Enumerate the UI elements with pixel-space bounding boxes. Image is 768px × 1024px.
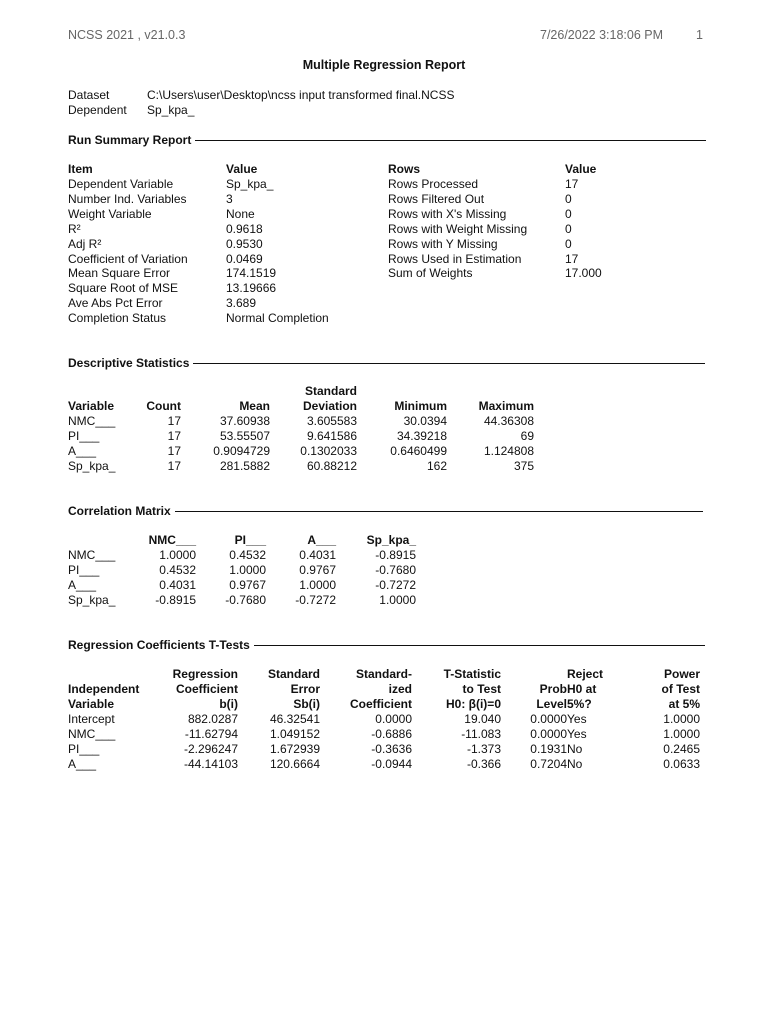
table-cell: 162 — [426, 459, 447, 473]
column-header: Error — [290, 682, 320, 696]
table-cell: 9.641586 — [306, 429, 357, 443]
item-label: Coefficient of Variation — [68, 251, 188, 266]
table-row — [68, 177, 376, 192]
table-row — [68, 742, 700, 757]
section-rule — [175, 511, 703, 512]
row-label: PI___ — [68, 563, 100, 577]
table-cell: -0.7272 — [295, 593, 336, 607]
table-cell: No — [567, 757, 583, 771]
column-header: Sp_kpa_ — [366, 533, 416, 547]
table-cell: 3.605583 — [306, 414, 357, 428]
item-label: Weight Variable — [68, 206, 152, 221]
regression-head — [68, 667, 700, 712]
correlation-table — [68, 533, 416, 608]
table-cell: 69 — [520, 429, 534, 443]
column-header — [357, 384, 447, 399]
column-header: Maximum — [478, 399, 534, 413]
column-header — [447, 384, 534, 399]
item-label: Rows with Weight Missing — [388, 221, 528, 236]
table-cell: 1.0000 — [663, 712, 700, 726]
table-row — [388, 207, 645, 222]
table-cell: -0.7272 — [375, 578, 416, 592]
column-header: Minimum — [394, 399, 447, 413]
item-value: 174.1519 — [226, 266, 277, 281]
run-summary-section-header — [68, 132, 706, 148]
table-row — [68, 563, 416, 578]
column-header: T-Statistic — [443, 667, 501, 681]
table-cell: -11.083 — [461, 727, 501, 741]
item-label: Completion Status — [68, 311, 167, 326]
table-row — [68, 444, 534, 459]
table-cell: 1.0000 — [379, 593, 416, 607]
table-cell: 17 — [167, 444, 181, 458]
column-header: 5%? — [567, 697, 592, 711]
regression-section-header — [68, 637, 705, 653]
dependent-label: Dependent — [68, 103, 127, 117]
table-cell: -0.3636 — [371, 742, 412, 756]
table-cell: 0.4031 — [299, 548, 336, 562]
item-label: Square Root of MSE — [68, 281, 179, 296]
row-label: Intercept — [68, 712, 115, 726]
item-value: Sp_kpa_ — [226, 177, 274, 191]
table-cell: 0.9767 — [299, 563, 336, 577]
table-cell: 0.2465 — [663, 742, 700, 756]
item-label: Rows Filtered Out — [388, 191, 485, 206]
table-cell: 0.9767 — [229, 578, 266, 592]
item-label: Rows Used in Estimation — [388, 251, 522, 266]
column-header: NMC___ — [148, 533, 196, 547]
column-header: to Test — [462, 682, 501, 696]
table-cell: 0.0000 — [375, 712, 412, 726]
table-cell: 17 — [167, 414, 181, 428]
table-cell: -0.7680 — [375, 563, 416, 577]
column-header — [501, 667, 567, 682]
item-label: Sum of Weights — [388, 266, 473, 281]
column-header: Standard — [267, 667, 320, 681]
table-cell: -11.62794 — [184, 727, 238, 741]
table-row — [68, 414, 534, 429]
column-header: Coefficient — [175, 682, 238, 696]
table-cell: 44.36308 — [483, 414, 534, 428]
table-cell: 375 — [513, 459, 534, 473]
item-label: Mean Square Error — [68, 266, 171, 281]
table-cell: 1.0000 — [159, 548, 196, 562]
row-label: NMC___ — [68, 414, 116, 428]
table-row — [68, 429, 534, 444]
table-cell: 60.88212 — [306, 459, 357, 473]
table-cell: 53.55507 — [219, 429, 270, 443]
row-label: A___ — [68, 578, 97, 592]
item-label: Rows Processed — [388, 177, 479, 191]
table-row — [68, 222, 376, 237]
column-header — [68, 667, 142, 682]
run-summary-right-table — [388, 162, 645, 281]
table-row — [388, 252, 645, 267]
table-cell: 882.0287 — [187, 712, 238, 726]
item-value: 13.19666 — [226, 281, 277, 296]
correlation-body — [68, 548, 416, 608]
column-header: Deviation — [302, 399, 357, 413]
table-cell: 1.124808 — [483, 444, 534, 458]
table-cell: 0.0000 — [530, 727, 567, 741]
descriptive-table — [68, 384, 534, 474]
table-cell: -0.0944 — [371, 757, 412, 771]
header-row — [68, 682, 700, 697]
table-cell: Yes — [567, 727, 587, 741]
row-label: NMC___ — [68, 548, 116, 562]
section-rule — [254, 645, 705, 646]
column-header: Independent — [68, 682, 140, 696]
column-header: Level — [536, 697, 567, 711]
row-label: PI___ — [68, 742, 100, 756]
item-label: Rows with X's Missing — [388, 206, 507, 221]
item-label: Number Ind. Variables — [68, 191, 187, 206]
column-header: Count — [146, 399, 181, 413]
column-header: PI___ — [234, 533, 266, 547]
column-header: Standard- — [355, 667, 412, 681]
item-value: Normal Completion — [226, 311, 329, 326]
table-cell: 0.7204 — [530, 757, 567, 771]
row-label: A___ — [68, 757, 97, 771]
dataset-path: C:\Users\user\Desktop\ncss input transformed final.NCSS — [147, 88, 455, 102]
table-cell: 0.4532 — [229, 548, 266, 562]
table-cell: 1.0000 — [299, 578, 336, 592]
table-row — [68, 459, 534, 474]
table-row — [68, 252, 376, 267]
table-cell: 19.040 — [464, 712, 501, 726]
table-row — [68, 548, 416, 563]
header-row — [68, 384, 534, 399]
regression-title: Regression Coefficients T-Tests — [68, 638, 250, 652]
header-row — [68, 533, 416, 548]
table-cell: 1.049152 — [269, 727, 320, 741]
table-cell: 0.1931 — [530, 742, 567, 756]
column-header — [126, 384, 181, 399]
column-header: Mean — [239, 399, 270, 413]
item-label: Adj R² — [68, 236, 102, 251]
item-value: 0.0469 — [226, 251, 263, 266]
table-cell: -2.296247 — [183, 742, 238, 756]
table-cell: 1.0000 — [663, 727, 700, 741]
header-row — [68, 697, 700, 712]
table-cell: 0.9094729 — [213, 444, 270, 458]
item-value: 0 — [565, 221, 572, 236]
column-header: Variable — [68, 697, 115, 711]
column-header: Variable — [68, 399, 115, 413]
descriptive-body — [68, 414, 534, 474]
table-cell: -0.6886 — [371, 727, 412, 741]
column-header: Item — [68, 162, 93, 176]
header-row — [68, 667, 700, 682]
table-cell: -0.7680 — [225, 593, 266, 607]
table-cell: No — [567, 742, 583, 756]
report-title: Multiple Regression Report — [302, 58, 466, 72]
dependent-value: Sp_kpa_ — [147, 103, 195, 117]
item-label: R² — [68, 221, 81, 236]
item-value: 0.9530 — [226, 236, 263, 251]
table-row — [68, 296, 376, 311]
table-cell: 0.0633 — [663, 757, 700, 771]
table-cell: 120.6664 — [269, 757, 320, 771]
correlation-title: Correlation Matrix — [68, 504, 171, 518]
page-number: 1 — [696, 28, 703, 42]
table-cell: 37.60938 — [219, 414, 270, 428]
section-rule — [193, 363, 705, 364]
run-summary-title: Run Summary Report — [68, 133, 192, 147]
item-value: 17 — [565, 251, 579, 266]
dataset-label: Dataset — [68, 88, 110, 102]
table-cell: -1.373 — [466, 742, 501, 756]
table-cell: 281.5882 — [219, 459, 270, 473]
table-row — [68, 311, 376, 326]
table-cell: -44.14103 — [183, 757, 238, 771]
item-value: 3 — [226, 191, 233, 206]
table-cell: 1.672939 — [269, 742, 320, 756]
table-row — [388, 237, 645, 252]
table-cell: 34.39218 — [396, 429, 447, 443]
column-header: Standard — [304, 384, 357, 398]
column-header: ized — [388, 682, 412, 696]
descriptive-title: Descriptive Statistics — [68, 356, 190, 370]
column-header: H0: β(i)=0 — [445, 697, 501, 711]
item-value: None — [226, 206, 255, 221]
table-cell: 0.0000 — [530, 712, 567, 726]
table-cell: 46.32541 — [269, 712, 320, 726]
item-value: 0 — [565, 236, 572, 251]
table-cell: Yes — [567, 712, 587, 726]
header-row — [68, 399, 534, 414]
software-version: NCSS 2021 , v21.0.3 — [68, 28, 186, 42]
column-header: A___ — [307, 533, 336, 547]
row-label: Sp_kpa_ — [68, 593, 116, 607]
table-cell: -0.8915 — [155, 593, 196, 607]
regression-table — [68, 667, 700, 772]
table-row — [68, 237, 376, 252]
item-value: 0 — [565, 191, 572, 206]
report-datetime: 7/26/2022 3:18:06 PM — [540, 28, 664, 42]
column-header: of Test — [661, 682, 700, 696]
column-header — [68, 384, 126, 399]
run-summary-left-body — [68, 177, 376, 326]
item-value: 3.689 — [226, 296, 257, 311]
row-label: NMC___ — [68, 727, 116, 741]
table-row — [68, 593, 416, 608]
table-cell: 30.0394 — [403, 414, 447, 428]
item-value: 0.9618 — [226, 221, 263, 236]
item-label: Ave Abs Pct Error — [68, 296, 163, 311]
table-row — [68, 266, 376, 281]
table-row — [388, 192, 645, 207]
row-label: Sp_kpa_ — [68, 459, 116, 473]
column-header: Sb(i) — [293, 697, 320, 711]
correlation-head — [68, 533, 416, 548]
column-header: b(i) — [219, 697, 238, 711]
column-header: Power — [663, 667, 700, 681]
table-cell: -0.8915 — [375, 548, 416, 562]
section-rule — [195, 140, 706, 141]
table-cell: 0.4532 — [159, 563, 196, 577]
table-row — [68, 281, 376, 296]
table-row — [68, 727, 700, 742]
column-header: Value — [565, 162, 597, 176]
column-header — [68, 533, 126, 548]
row-label: PI___ — [68, 429, 100, 443]
table-row — [68, 192, 376, 207]
column-header — [181, 384, 270, 399]
correlation-section-header — [68, 503, 703, 519]
descriptive-section-header — [68, 355, 705, 371]
table-row — [68, 578, 416, 593]
column-header: H0 at — [567, 682, 597, 696]
run-summary-left-table — [68, 162, 376, 326]
table-cell: 0.4031 — [159, 578, 196, 592]
column-header: Coefficient — [349, 697, 412, 711]
table-row — [68, 207, 376, 222]
table-cell: 1.0000 — [229, 563, 266, 577]
table-row — [68, 757, 700, 772]
table-cell: 17 — [167, 459, 181, 473]
regression-body — [68, 712, 700, 772]
column-header: Prob — [539, 682, 567, 696]
table-cell: 17 — [167, 429, 181, 443]
table-row — [388, 266, 645, 281]
row-label: A___ — [68, 444, 97, 458]
item-value: 0 — [565, 206, 572, 221]
item-label: Dependent Variable — [68, 177, 174, 191]
table-cell: 0.1302033 — [300, 444, 357, 458]
table-cell: 0.6460499 — [390, 444, 447, 458]
column-header: Regression — [172, 667, 238, 681]
item-label: Rows with Y Missing — [388, 236, 498, 251]
table-cell: -0.366 — [466, 757, 501, 771]
descriptive-head — [68, 384, 534, 414]
item-value: 17.000 — [565, 266, 602, 281]
column-header: at 5% — [668, 697, 700, 711]
table-row — [388, 222, 645, 237]
column-header: Value — [226, 162, 258, 176]
table-row — [388, 177, 645, 192]
table-row — [68, 712, 700, 727]
item-value: 17 — [565, 177, 579, 191]
column-header: Reject — [567, 667, 604, 681]
run-summary-right-body — [388, 177, 645, 281]
column-header: Rows — [388, 162, 421, 176]
